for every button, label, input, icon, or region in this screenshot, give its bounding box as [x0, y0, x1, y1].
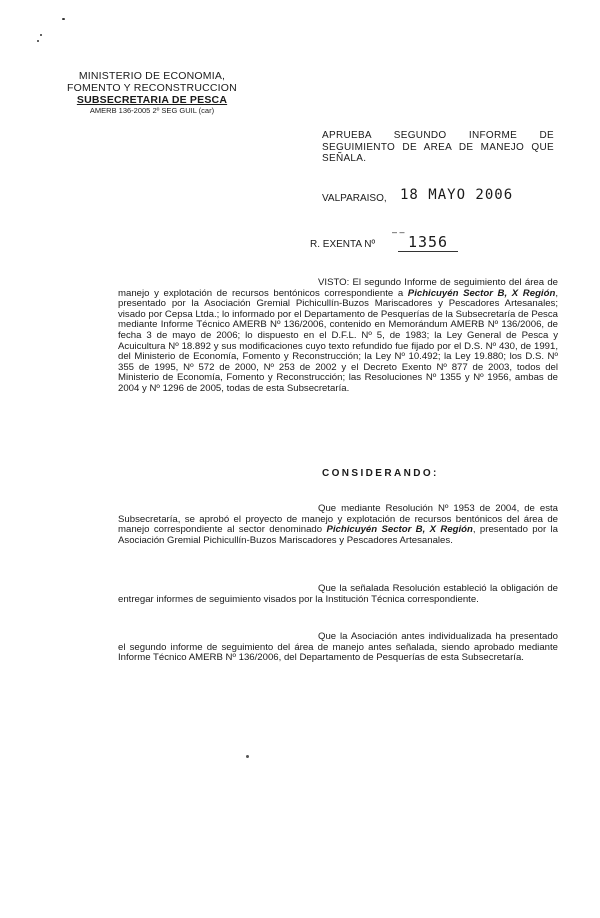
resolution-subject: APRUEBA SEGUNDO INFORME DE SEGUIMIENTO DE AREA DE MANEJO QUE SEÑALA.: [322, 130, 554, 164]
resolution-number: 1356: [398, 233, 458, 252]
considerando-paragraph-1: [118, 504, 558, 546]
scan-speck: [40, 34, 42, 36]
resolution-label: R. EXENTA Nº: [310, 239, 376, 250]
considerando-1-text-1: Que mediante Resolución Nº 1953 de 2004, de esta Subsecretaría, se aprobó el proyecto de manejo y explotación de recursos bentónicos del área de manejo correspondiente al sector denominado: [118, 503, 558, 536]
number-dash-mark: – –: [392, 227, 405, 237]
scan-speck: [37, 40, 39, 42]
visto-text-1: El segundo Informe de seguimiento del área de manejo y explotación de recursos bentónicos correspondiente a: [118, 277, 558, 299]
visto-paragraph: [118, 278, 558, 395]
ministry-line-1: MINISTERIO DE ECONOMIA,: [78, 70, 226, 82]
considerando-heading: CONSIDERANDO:: [322, 468, 439, 479]
considerando-1-text-2: , presentado por la Asociación Gremial Pichicullín-Buzos Mariscadores y Pescadores Artesanales.: [118, 524, 558, 546]
considerando-paragraph-3: Que la Asociación antes individualizada ha presentado el segundo informe de seguimiento del área de manejo antes señalada, siendo aprobado mediante Informe Técnico AMERB Nº 136/2006, del Departamento de Pesquerías de esta Subsecretaría.: [118, 631, 558, 664]
visto-text-2: , presentado por la Asociación Gremial Pichicullín-Buzos Mariscadores y Pescadores Artesanales; visado por Cepsa Ltda.; lo informado por el Departamento de Pesquerías de la Subsecretaría de Pesca mediante Informe Técnico AMERB Nº 136/2006, contenido en Memorándum AMERB Nº 136/2006, de fecha 3 de mayo de 2006; lo dispuesto en el D.F.L. Nº 5, de 1983; la Ley General de Pesca y Acuicultura Nº 18.892 y sus modificaciones cuyo texto refundido fue fijado por el D.S. Nº 430, de 1991, del Ministerio de Economía, Fomento y Reconstrucción; la Ley Nº 10.492; la Ley 19.880; los D.S. Nº 355 de 1995, Nº 572 de 2000, Nº 253 de 2002 y el Decreto Exento Nº 877 de 2003, todos del Ministerio de Economía, Fomento y Reconstrucción; las Resoluciones Nº 1355 y Nº 1956, ambas de 2004 y Nº 1296 de 2005, todas de esta Subsecretaría.: [118, 287, 558, 394]
ministry-line-2: FOMENTO Y RECONSTRUCCION: [67, 82, 237, 94]
visto-lead: VISTO:: [318, 277, 350, 288]
date-stamp: 18 MAYO 2006: [400, 187, 514, 203]
considerando-paragraph-2: Que la señalada Resolución estableció la obligación de entregar informes de seguimiento visados por la Institución Técnica correspondiente.: [118, 583, 558, 605]
reference-code: AMERB 136-2005 2º SEG GUIL (car): [89, 106, 215, 115]
subsecretaria-line: SUBSECRETARIA DE PESCA: [76, 94, 228, 106]
considerando-1-sector: Pichicuyén Sector B, X Región: [326, 524, 473, 536]
place-label: VALPARAISO,: [322, 193, 387, 204]
visto-sector: Pichicuyén Sector B, X Región: [407, 287, 556, 299]
letterhead: [62, 70, 242, 116]
scan-speck: [62, 18, 65, 20]
scan-mark: [246, 755, 249, 758]
